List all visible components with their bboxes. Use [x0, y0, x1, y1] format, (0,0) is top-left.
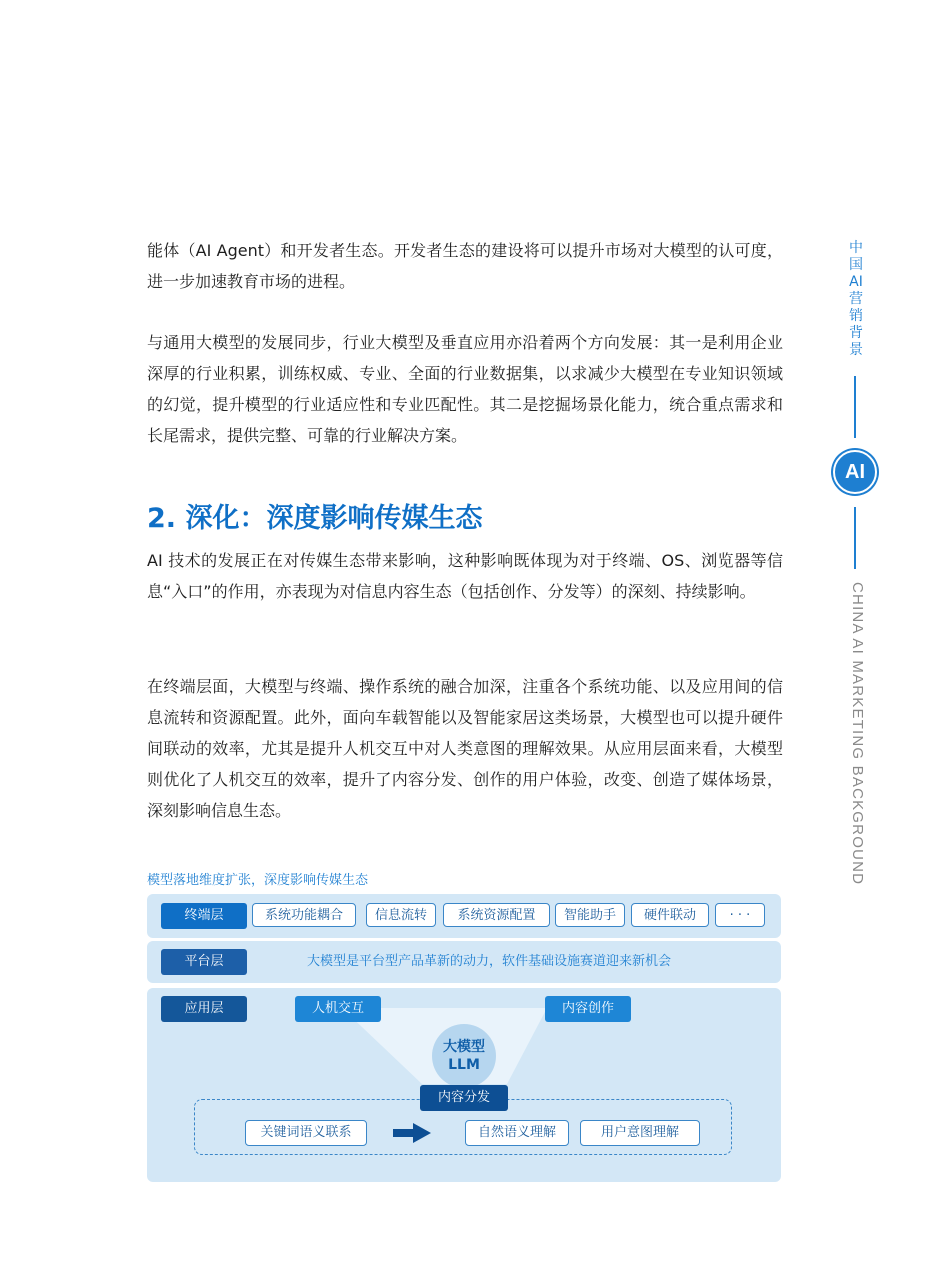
- natural-language-chip: 自然语义理解: [465, 1120, 569, 1146]
- body-paragraph-4: 在终端层面，大模型与终端、操作系统的融合加深，注重各个系统功能、以及应用间的信息流转和资源配置。此外，面向车载智能以及智能家居这类场景，大模型也可以提升硬件间联动的效率，尤其是提升人机交互中对人类意图的理解效果。从应用层面来看，大模型则优化了人机交互的效率，提升了内容分发、创作的用户体验，改变、创造了媒体场景，深刻影响信息生态。: [147, 677, 783, 820]
- application-layer-label: 应用层: [161, 996, 247, 1022]
- chip-system-coupling: 系统功能耦合: [252, 903, 356, 927]
- application-layer-band: [147, 988, 781, 1182]
- body-paragraph-3: AI 技术的发展正在对传媒生态带来影响，这种影响既体现为对于终端、OS、浏览器等信息“入口”的作用，亦表现为对信息内容生态（包括创作、分发等）的深刻、持续影响。: [147, 551, 783, 601]
- llm-circle: [432, 1024, 496, 1088]
- body-paragraph-2: 与通用大模型的发展同步，行业大模型及垂直应用亦沿着两个方向发展：其一是利用企业深厚的行业积累，训练权威、专业、全面的行业数据集，以求减少大模型在专业知识领域的幻觉，提升模型的行业适应性和专业匹配性。其二是挖掘场景化能力，统合重点需求和长尾需求，提供完整、可靠的行业解决方案。: [147, 333, 783, 445]
- llm-en-label: LLM: [448, 1057, 480, 1073]
- side-chinese-label: 中国AI营销背景: [849, 240, 863, 358]
- platform-layer-label: 平台层: [161, 949, 247, 975]
- chip-hardware-link: 硬件联动: [631, 903, 709, 927]
- diagram-caption: 模型落地维度扩张，深度影响传媒生态: [147, 873, 369, 888]
- user-intent-chip: 用户意图理解: [580, 1120, 700, 1146]
- content-distribution-tag: 内容分发: [420, 1085, 508, 1111]
- ai-badge-icon: AI: [833, 450, 877, 494]
- platform-layer-band: [147, 941, 781, 983]
- keyword-semantic-chip: 关键词语义联系: [245, 1120, 367, 1146]
- content-creation-tag: 内容创作: [545, 996, 631, 1022]
- side-english-label: CHINA AI MARKETING BACKGROUND: [849, 582, 866, 886]
- chip-info-flow: 信息流转: [366, 903, 436, 927]
- human-interaction-tag: 人机交互: [295, 996, 381, 1022]
- llm-cn-label: 大模型: [443, 1039, 485, 1055]
- side-divider-bottom: [854, 507, 856, 569]
- chip-more: · · ·: [715, 903, 765, 927]
- right-arrow-icon: [393, 1123, 431, 1143]
- chip-smart-assistant: 智能助手: [555, 903, 625, 927]
- side-divider-top: [854, 376, 856, 438]
- section-title: 2. 深化：深度影响传媒生态: [147, 503, 483, 534]
- platform-description: 大模型是平台型产品革新的动力，软件基础设施赛道迎来新机会: [307, 954, 672, 969]
- chip-resource-config: 系统资源配置: [443, 903, 550, 927]
- terminal-layer-label: 终端层: [161, 903, 247, 929]
- terminal-layer-band: [147, 894, 781, 938]
- body-paragraph-1: 能体（AI Agent）和开发者生态。开发者生态的建设将可以提升市场对大模型的认可度，进一步加速教育市场的进程。: [147, 241, 783, 291]
